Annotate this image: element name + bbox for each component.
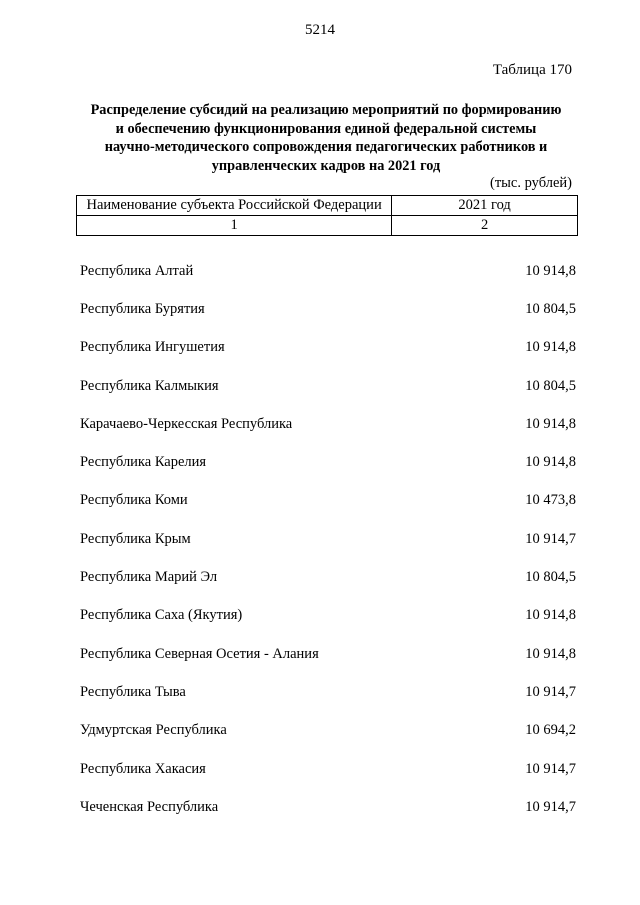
region-name: Республика Алтай [80, 262, 194, 279]
table-row [80, 252, 576, 290]
header-col-year: 2021 год [392, 196, 578, 216]
region-name: Удмуртская Республика [80, 722, 227, 739]
region-name: Республика Коми [80, 492, 188, 509]
header-col-number-1: 1 [77, 216, 392, 236]
header-row [77, 196, 578, 216]
table-row [80, 520, 576, 558]
table-number: Таблица 170 [492, 62, 572, 78]
subsidy-value: 10 804,5 [525, 377, 576, 394]
region-name: Республика Крым [80, 530, 191, 547]
subsidy-value: 10 473,8 [525, 492, 576, 509]
subsidy-value: 10 914,7 [525, 798, 576, 815]
subsidy-value: 10 914,8 [525, 262, 576, 279]
region-name: Республика Саха (Якутия) [80, 607, 243, 624]
region-name: Республика Ингушетия [80, 339, 225, 356]
table-row [80, 673, 576, 711]
region-name: Республика Тыва [80, 683, 186, 700]
subsidy-value: 10 914,7 [525, 530, 576, 547]
subsidy-value: 10 694,2 [525, 722, 576, 739]
region-name: Республика Карелия [80, 454, 207, 471]
table-row [80, 750, 576, 788]
title-line: научно-методического сопровождения педагогических работников и [104, 139, 548, 155]
subsidy-value: 10 914,7 [525, 683, 576, 700]
header-col-region: Наименование субъекта Российской Федерации [77, 196, 392, 216]
region-name: Республика Северная Осетия - Алания [80, 645, 319, 662]
title-line: и обеспечению функционирования единой федеральной системы [115, 120, 537, 137]
region-name: Чеченская Республика [80, 798, 219, 815]
subsidy-value: 10 804,5 [525, 300, 576, 317]
title-line: управленческих кадров на 2021 год [211, 157, 441, 174]
table-row [80, 597, 576, 635]
subsidy-value: 10 914,8 [525, 607, 576, 624]
subsidy-value: 10 914,8 [525, 415, 576, 432]
subsidy-value: 10 914,7 [525, 760, 576, 777]
header-col-number-2: 2 [392, 216, 578, 236]
table-row [80, 367, 576, 405]
table-row [80, 635, 576, 673]
region-name: Карачаево-Черкесская Республика [80, 415, 293, 432]
table-row [80, 405, 576, 443]
table-header [76, 195, 578, 236]
subsidy-value: 10 804,5 [525, 569, 576, 586]
document-title [60, 101, 592, 175]
region-name: Республика Марий Эл [80, 569, 218, 586]
subsidy-value: 10 914,8 [525, 339, 576, 356]
table-row [80, 558, 576, 596]
table-row [80, 443, 576, 481]
region-name: Республика Хакасия [80, 760, 206, 777]
region-name: Республика Бурятия [80, 300, 205, 317]
subsidy-value: 10 914,8 [525, 645, 576, 662]
title-line: Распределение субсидий на реализацию мероприятий по формированию [90, 102, 562, 118]
subsidy-value: 10 914,8 [525, 454, 576, 471]
table-body [80, 252, 576, 826]
region-name: Республика Калмыкия [80, 377, 219, 394]
table-row [80, 329, 576, 367]
table-row [80, 712, 576, 750]
table-row [80, 788, 576, 826]
header-number-row [77, 216, 578, 236]
table-row [80, 290, 576, 328]
page-number: 5214 [305, 22, 335, 38]
table-row [80, 482, 576, 520]
units-label: (тыс. рублей) [490, 175, 572, 191]
